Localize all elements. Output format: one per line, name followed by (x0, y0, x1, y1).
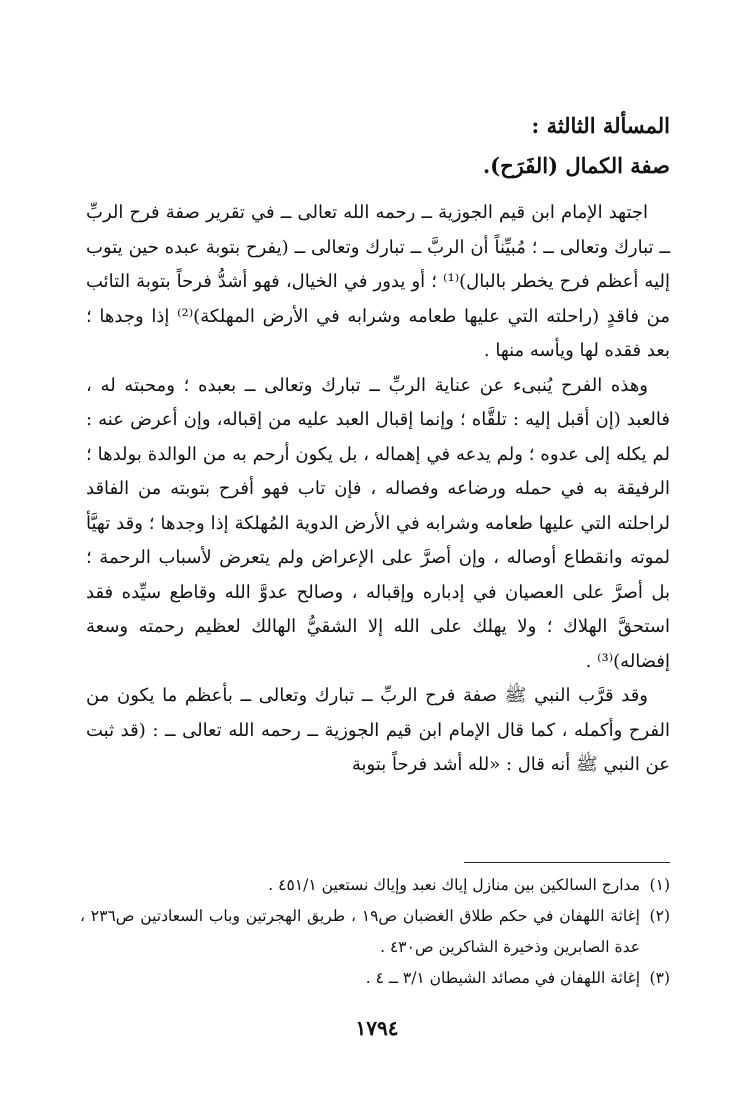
section-subtitle: صفة الكمال (الفَرَح). (482, 153, 670, 178)
paragraph (86, 679, 670, 783)
footnote-text: مدارج السالكين بين منازل إياك نعبد وإياك نستعين ٤٥١/١ . (268, 876, 640, 894)
paragraph-text: وقد قرَّب النبي ﷺ صفة فرح الربِّ ــ تبارك وتعالى ــ بأعظم ما يكون من الفرح وأكمله ، كما قال الإمام ابن قيم الجوزية ــ رحمه الله تعالى ــ : (قد ثبت عن النبي ﷺ أنه قال : «لله أشد فرحاً بتوبة (86, 685, 670, 775)
footnote-separator (464, 862, 670, 863)
section-title: المسألة الثالثة : (531, 113, 670, 138)
footnote (80, 901, 670, 963)
footnote-number: (٣) (649, 969, 670, 987)
main-text (86, 106, 670, 783)
page-number: ١٧٩٤ (355, 1016, 399, 1040)
paragraph (86, 369, 670, 680)
footnote-text: إغاثة اللهفان في مصائد الشيطان ٣/١ ــ ٤ . (365, 969, 640, 987)
paragraph-text: وهذه الفرح يُنبىء عن عناية الربِّ ــ تبارك وتعالى ــ بعبده ؛ ومحبته له ، فالعبد (إن أقبل إليه : تلقَّاه ؛ وإنما إقبال العبد عليه من إقباله، وإن أعرض عنه : لم يكله إلى عدوه ؛ ولم يدعه في إهماله ، بل يكون أرحم به من الوالدة بولدها ؛ الرفيقة به في حمله ورضاعه وفصاله ، فإن تاب فهو أفرح بتوبته من الفاقد لراحلته التي عليها طعامه وشرابه في الأرض الدوية المُهلكة إذا وجدها ؛ وقد تهيَّأ لموته وانقطاع أوصاله ، وإن أصرَّ على الإعراض ولم يتعرض لأسباب الرحمة ؛ بل أصرَّ على العصيان في إدباره وإقباله ، وصالح عدوَّ الله وقاطع سيِّده فقد استحقَّ الهلاك ؛ ولا يهلك على الله إلا الشقيُّ الهالك لعظيم رحمته وسعة إفضاله)⁽³⁾ . (86, 374, 670, 672)
footnotes (80, 870, 670, 994)
footnote-number: (١) (649, 876, 670, 894)
footnote-text: إغاثة اللهفان في حكم طلاق الغضبان ص١٩ ، طريق الهجرتين وباب السعادتين ص٢٣٦ ، عدة الصابرين وذخيرة الشاكرين ص٤٣٠ . (80, 907, 640, 956)
footnote (80, 963, 670, 994)
footnote-number: (٢) (649, 907, 670, 925)
paragraph (86, 196, 670, 369)
paragraph-text: اجتهد الإمام ابن قيم الجوزية ــ رحمه الله تعالى ــ في تقرير صفة فرح الربِّ ــ تبارك وتعالى ــ ؛ مُبيِّناً أن الربَّ ــ تبارك وتعالى ــ (يفرح بتوبة عبده حين يتوب إليه أعظم فرح يخطر بالبال)⁽¹⁾ ؛ أو يدور في الخيال، فهو أشدُّ فرحاً بتوبة التائب من فاقدٍ (راحلته التي عليها طعامه وشرابه في الأرض المهلكة)⁽²⁾ إذا وجدها ؛ بعد فقده لها ويأسه منها . (86, 202, 670, 361)
footnote (80, 870, 670, 901)
